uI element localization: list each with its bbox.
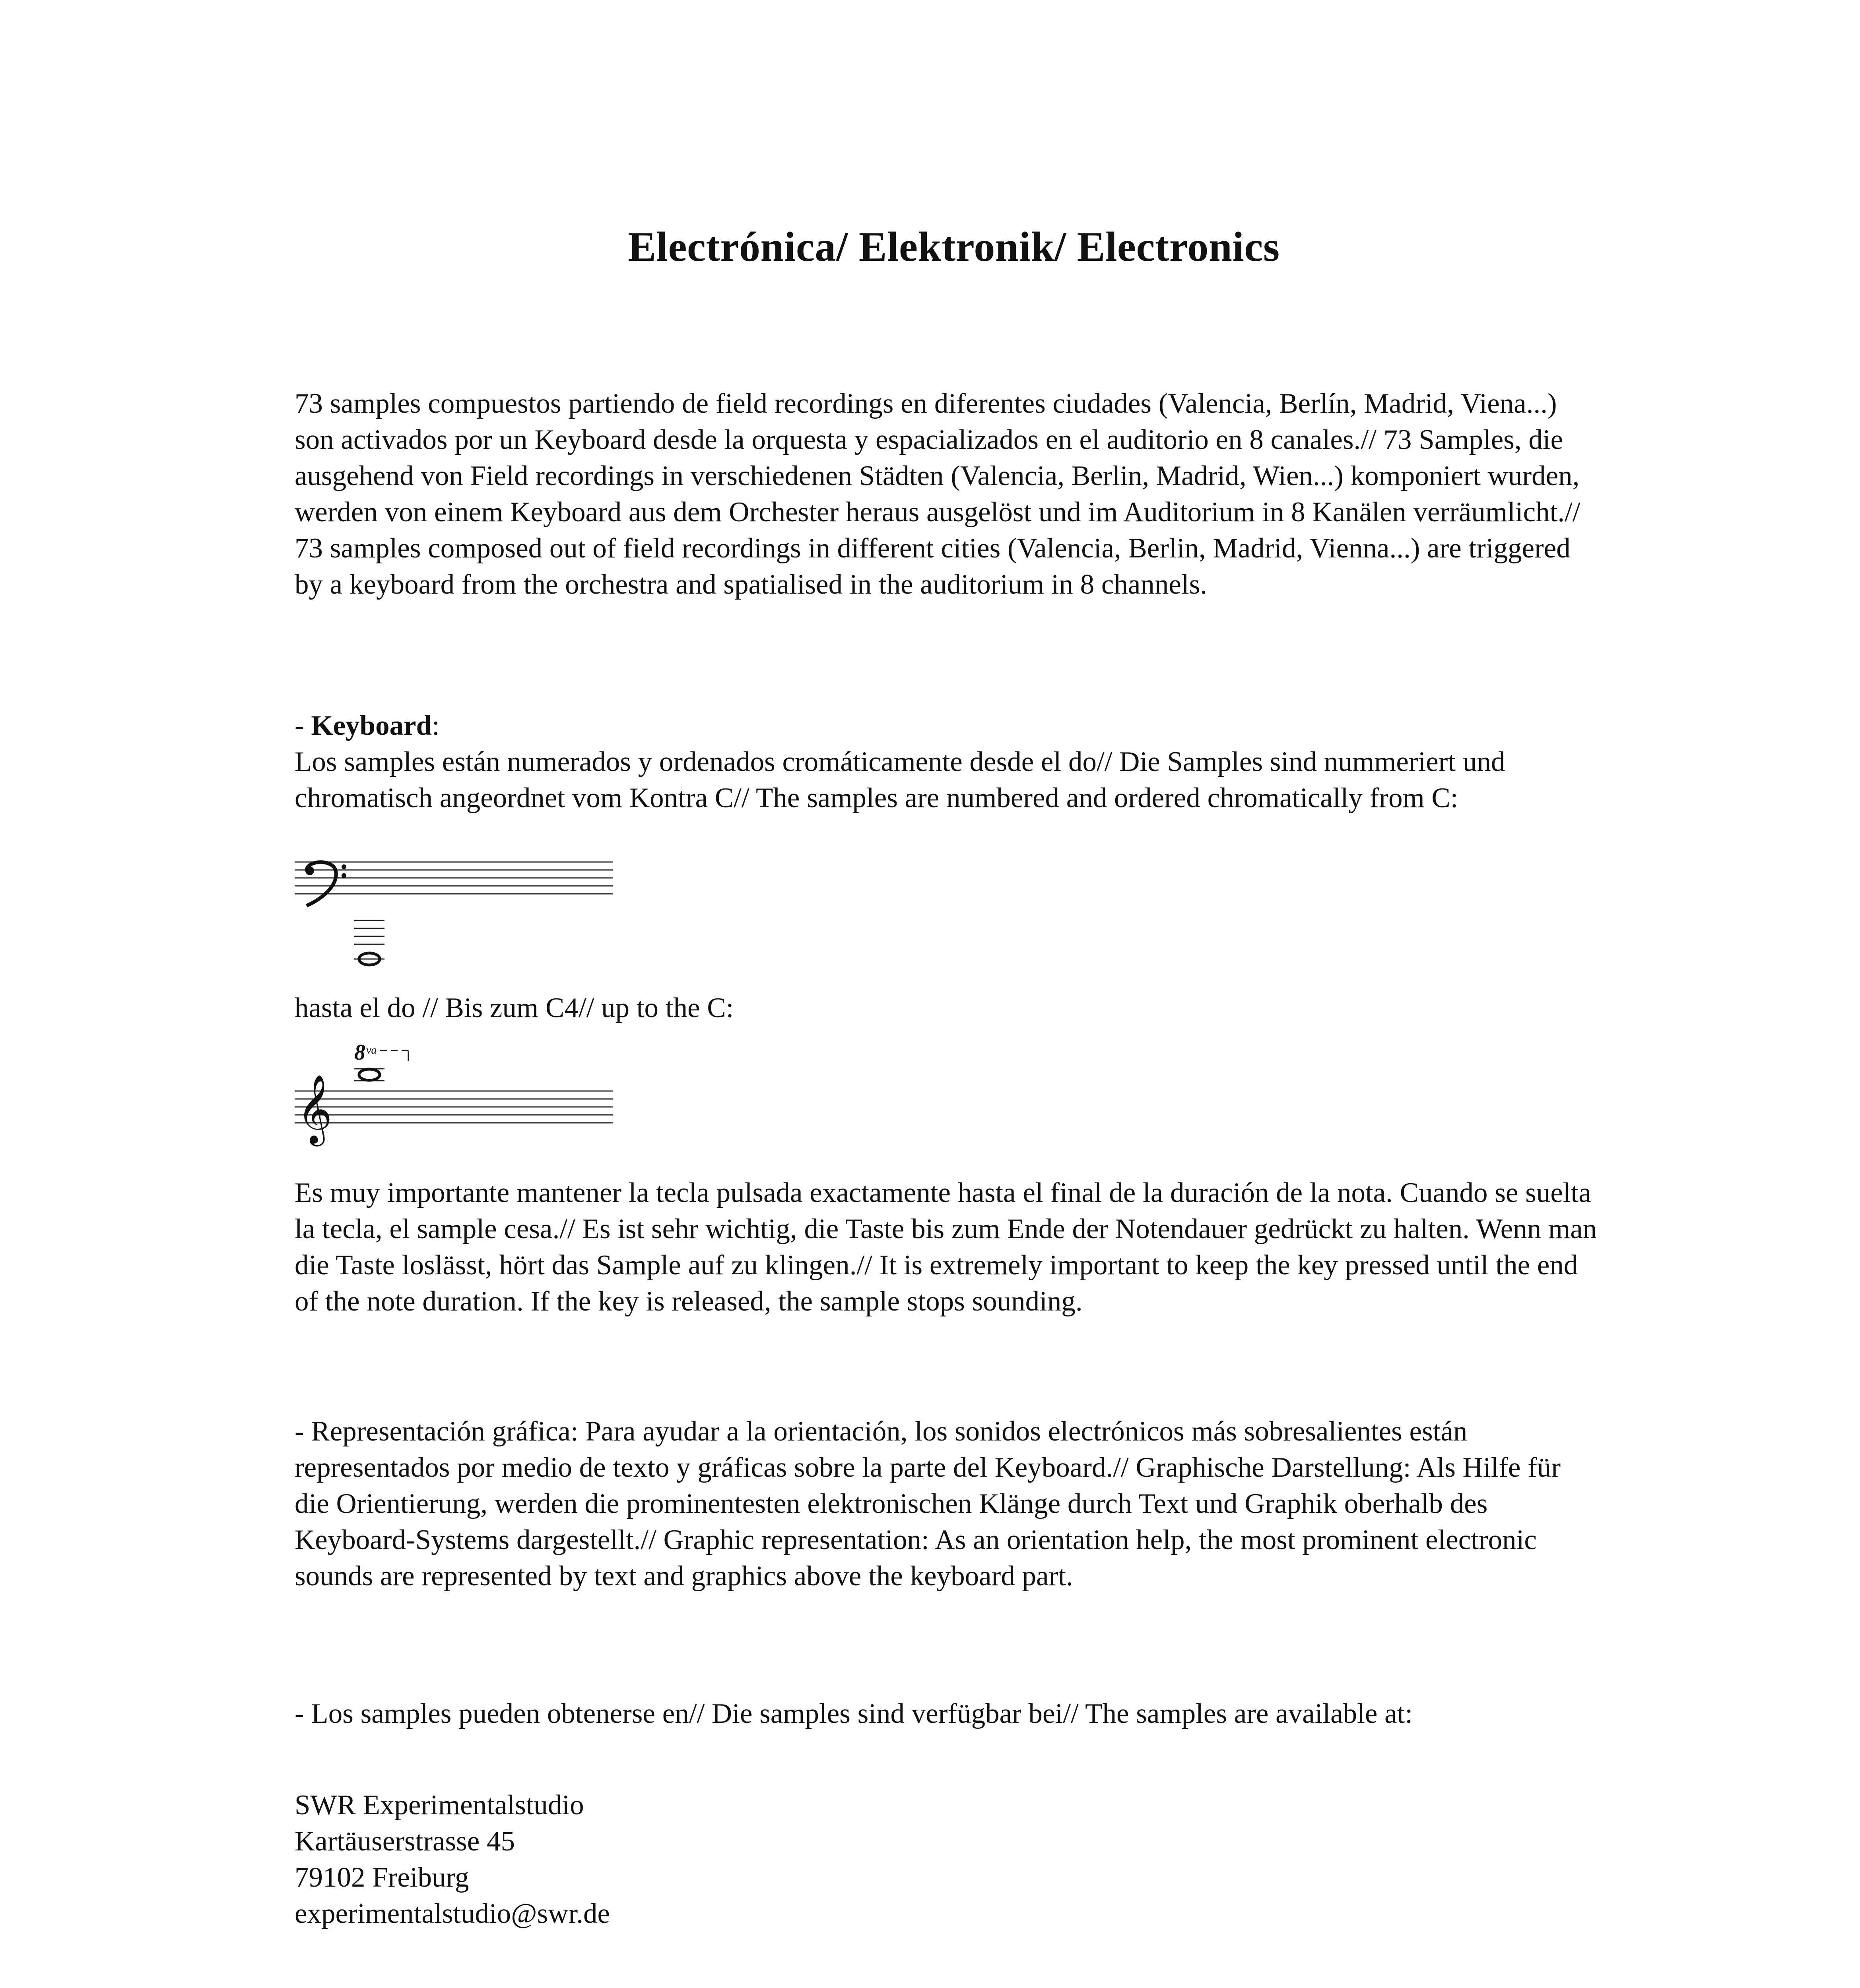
hold-key-paragraph	[295, 1175, 1599, 1320]
page-title: Electrónica/ Elektronik/ Electronics	[628, 223, 1280, 270]
bass-staff-graphic	[295, 855, 621, 986]
address-email[interactable]: experimentalstudio@swr.de	[295, 1898, 610, 1929]
keyboard-heading-line	[295, 708, 1599, 744]
intro-text: 73 samples compuestos partiendo de field recordings en diferentes ciudades (Valencia, Berlín, Madrid, Viena...) son activados por un Keyboard desde la orquesta y espacializados en el auditorio en 8 canales.// 73 Samples, die ausgehend von Field recordings in verschiedenen Städten (Valencia, Berlin, Madrid, Wien...) komponiert wurden, werden von einem Keyboard aus dem Orchester heraus ausgelöst und im Auditorium in 8 Kanälen verräumlicht.// 73 samples composed out of field recordings in different cities (Valencia, Berlin, Madrid, Vienna...) are triggered by a keyboard from the orchestra and spatialised in the auditorium in 8 channels.	[295, 388, 1580, 600]
address-street: Kartäuserstrasse 45	[295, 1826, 515, 1857]
address-city: 79102 Freiburg	[295, 1862, 469, 1893]
graphic-representation-paragraph	[295, 1413, 1599, 1594]
keyboard-description: Los samples están numerados y ordenados cromáticamente desde el do// Die Samples sind nummeriert und chromatisch angeordnet vom Kontra C// The samples are numbered and ordered chromatically from C:	[295, 746, 1505, 813]
keyboard-dash: -	[295, 710, 311, 741]
ottava-suffix: va	[366, 1044, 377, 1056]
treble-staff-graphic	[295, 1042, 621, 1161]
musical-direction-note	[295, 1986, 1599, 1988]
treble-staff-high-c	[295, 1042, 621, 1161]
bass-clef-icon	[305, 862, 346, 906]
keyboard-heading: Keyboard	[311, 710, 432, 741]
intro-paragraph	[295, 386, 1599, 603]
treble-clef-icon: 𝄞	[297, 1074, 332, 1143]
keyboard-colon: :	[432, 710, 440, 741]
availability-paragraph	[295, 1696, 1599, 1732]
graphic-representation-text: - Representación gráfica: Para ayudar a la orientación, los sonidos electrónicos más sobresalientes están representados por medio de texto y gráficas sobre la parte del Keyboard.// Graphische Darstellung: Als Hilfe für die Orientierung, werden die prominentesten elektronischen Klänge durch Text und Graphik oberhalb des Keyboard-Systems dargestellt.// Graphic representation: As an orientation help, the most prominent electronic sounds are represented by text and graphics above the keyboard part.	[295, 1416, 1561, 1592]
upto-line	[295, 990, 1599, 1026]
ottava-number: 8	[354, 1040, 365, 1065]
availability-text: - Los samples pueden obtenerse en// Die samples sind verfügbar bei// The samples are available at:	[295, 1698, 1413, 1729]
address-block	[295, 1787, 1599, 1932]
upto-text: hasta el do // Bis zum C4// up to the C:	[295, 992, 734, 1023]
whole-note-icon	[359, 1069, 380, 1080]
hold-key-text: Es muy importante mantener la tecla pulsada exactamente hasta el final de la duración de la nota. Cuando se suelta la tecla, el sample cesa.// Es ist sehr wichtig, die Taste bis zum Ende der Notendauer gedrückt zu halten. Wenn man die Taste loslässt, hört das Sample auf zu klingen.// It is extremely important to keep the key pressed until the end of the note duration. If the key is released, the sample stops sounding.	[295, 1177, 1597, 1317]
bass-staff-low-c	[295, 855, 621, 986]
address-name: SWR Experimentalstudio	[295, 1790, 584, 1821]
keyboard-section	[295, 708, 1599, 816]
staff-lines	[295, 1091, 613, 1123]
musical-direction-text	[295, 1986, 1599, 1988]
ottava-line	[380, 1050, 408, 1061]
